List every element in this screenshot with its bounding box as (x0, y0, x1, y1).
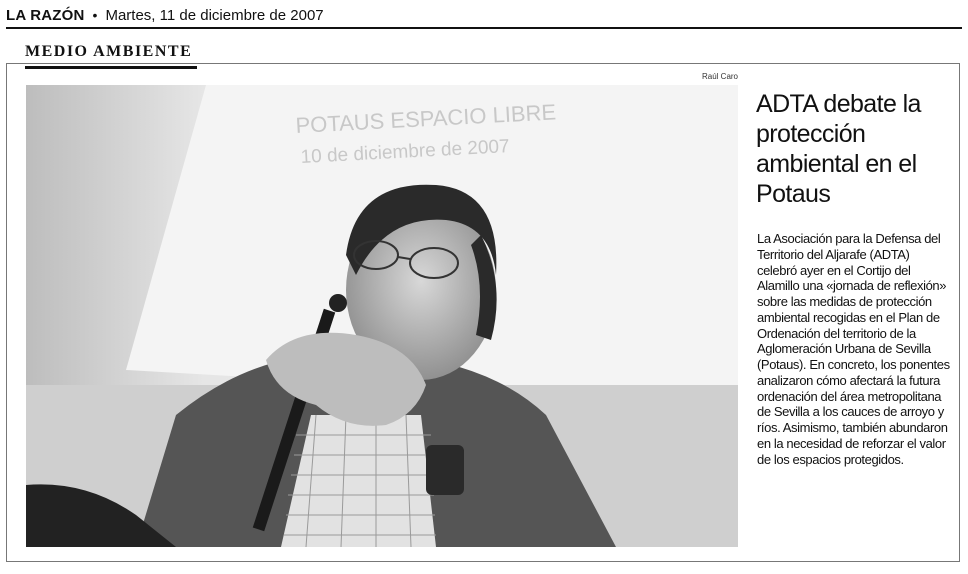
newspaper-name: LA RAZÓN (6, 6, 85, 24)
article-headline: ADTA debate la protección ambiental en el Potaus (756, 90, 921, 208)
screen-text-1: POTAUS ESPACIO LIBRE (294, 99, 557, 138)
article-body: La Asociación para la Defensa del Territorio del Aljarafe (ADTA) celebró ayer en el Cortijo del Alamillo una «jornada de reflexión» sobre las medidas de protección ambiental recogidas en el Plan de Ordenación del territorio de la Aglomeración Urbana de Sevilla (Potaus). En concreto, los ponentes analizaron cómo afectará la futura ordenación del área metropolitana de Sevilla a los cauces de arroyo y ríos. Asimismo, también abundaron en la necesidad de reforzar el valor de los espacios protegidos. (757, 231, 950, 467)
speaker-photo (26, 85, 738, 547)
section-title: MEDIO AMBIENTE (25, 43, 193, 60)
publication-date: Martes, 11 de diciembre de 2007 (105, 6, 324, 24)
masthead (6, 4, 962, 26)
article-photo (26, 85, 738, 547)
masthead-separator: • (92, 7, 98, 23)
photo-credit: Raúl Caro (701, 72, 738, 81)
watch-icon (426, 445, 464, 495)
masthead-rule (6, 27, 962, 29)
screen-text-2: 10 de diciembre de 2007 (300, 136, 511, 168)
